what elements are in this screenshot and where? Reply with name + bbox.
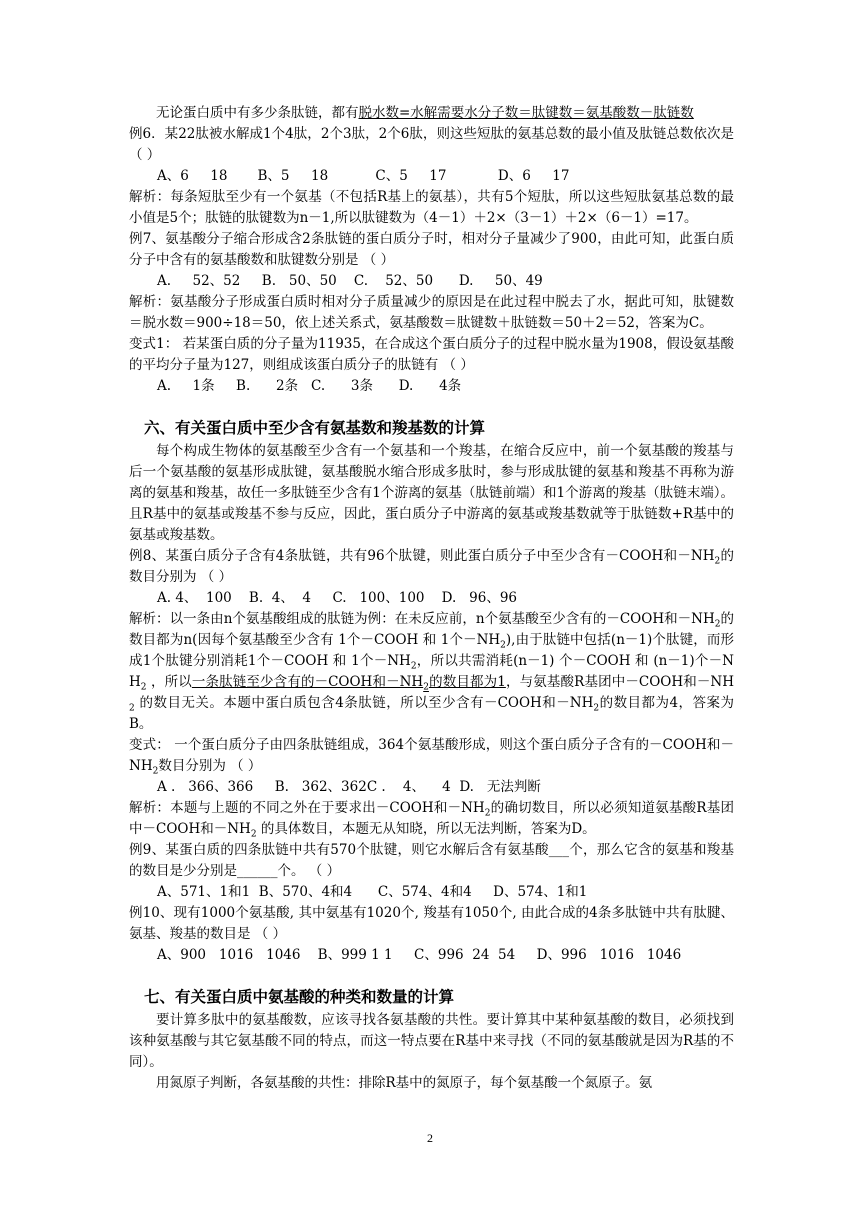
- answer-options: [129, 945, 734, 966]
- subscript: 2: [714, 556, 721, 567]
- text-run: A . 366、366 B. 362、362C . 4、 4 D. 无法判断: [157, 779, 541, 795]
- text-run: 用氮原子判断，各氨基酸的共性：排除R基中的氮原子，每个氨基酸一个氮原子。氨: [156, 1075, 653, 1091]
- text-run: A. 1条 B. 2条 C. 3条 D. 4条: [157, 378, 462, 394]
- text-run: 一条肽链至少含有的－COOH和－NH: [191, 674, 424, 690]
- answer-options: [129, 882, 734, 903]
- text-run: A. 4、 100 B. 4、 4 C. 100、100 D. 96、96: [157, 590, 518, 606]
- text-run: A、571、1和1 B、570、4和4 C、574、4和4 D、574、1和1: [157, 884, 588, 900]
- text-run: 例10、现有1000个氨基酸, 其中氨基有1020个, 羧基有1050个, 由此合成的4条多肽链中共有肽腱、氨基、羧基的数目是 （ ）: [129, 905, 734, 942]
- subscript: 2: [714, 619, 721, 630]
- section-heading: [144, 986, 734, 1008]
- paragraph: [129, 441, 734, 546]
- text-run: ),由于肽链中包括(n－1)个肽键，而形成1个肽键分别消耗1个－COOH 和 1个－NH: [129, 632, 734, 669]
- text-run: 解析：氨基酸分子形成蛋白质时相对分子质量减少的原因是在此过程中脱去了水，据此可知，肽键数＝脱水数＝900÷18＝50，依上述关系式，氨基酸数＝肽键数＋肽链数＝50＋2＝52，答案为C。: [129, 294, 734, 331]
- text-run: 脱水数=水解需要水分子数＝肽键数＝氨基酸数－肽链数: [358, 105, 694, 121]
- subscript: 2: [152, 766, 159, 777]
- text-run: 的数目都为1: [428, 674, 506, 690]
- answer-options: [129, 777, 734, 798]
- answer-options: [129, 166, 734, 187]
- text-run: 每个构成生物体的氨基酸至少含有一个氨基和一个羧基，在缩合反应中，前一个氨基酸的羧基与后一个氨基酸的氨基形成肽键，氨基酸脱水缩合形成多肽时，参与形成肽键的氨基和羧基不再称为游离的氨基和羧基，故任一多肽链至少含有1个游离的氨基（肽链前端）和1个游离的羧基（肽链末端）。且R基中的氨基或羧基不参与反应，因此，蛋白质分子中游离的氨基或羧基数就等于肽链数+R基中的氨基或羧基数。: [129, 443, 734, 543]
- text-run: A. 52、52 B. 50、50 C. 52、50 D. 50、49: [157, 273, 543, 289]
- paragraph: [129, 1010, 734, 1073]
- text-run: 的数目都为n(因每个氨基酸至少含有 1个－COOH 和 1个－NH: [129, 611, 734, 648]
- text-run: 例8、某蛋白质分子含有4条肽链，共有96个肽键，则此蛋白质分子中至少含有－COOH和－NH: [129, 548, 715, 564]
- page-number: 2: [427, 1131, 433, 1145]
- text-run: A、900 1016 1046 B、999 1 1 C、996 24 54 D、996 1016 1046: [157, 947, 682, 963]
- paragraph: [129, 609, 734, 735]
- text-run: ，所以: [146, 674, 192, 690]
- text-run: 例6．某22肽被水解成1个4肽，2个3肽，2个6肽，则这些短肽的氨基总数的最小值及肽链总数依次是 （ ）: [129, 126, 734, 163]
- paragraph: [129, 840, 734, 882]
- paragraph: [129, 546, 734, 588]
- text-run: ，与氨基酸R基团中－COOH和－NH: [505, 674, 734, 690]
- text-run: 例9、某蛋白质的四条肽链中共有570个肽键，则它水解后含有氨基酸___个，那么它含的氨基和羧基的数目是少分别是______个。 （ ）: [129, 842, 734, 879]
- text-run: 的确切数目，所以必须知道氨基酸R基团中－COOH和－NH: [129, 800, 735, 837]
- text-run: 解析：本题与上题的不同之外在于要求出－COOH和－NH: [129, 800, 485, 816]
- paragraph: [129, 292, 734, 334]
- subscript: 2: [250, 829, 257, 840]
- section-heading: [144, 417, 734, 439]
- subscript: 2: [500, 640, 506, 651]
- text-run: 无论蛋白质中有多少条肽链，都有: [156, 105, 359, 121]
- subscript: 2: [593, 703, 600, 714]
- text-run: 解析：每条短肽至少有一个氨基（不包括R基上的氨基），共有5个短肽，所以这些短肽氨基总数的最小值是5个；肽链的肽键数为n－1,所以肽键数为（4－1）＋2×（3－1）＋2×（6－1）=17。: [129, 189, 734, 226]
- subscript: 2: [423, 682, 429, 693]
- paragraph: [129, 334, 734, 376]
- text-run: 要计算多肽中的氨基酸数，应该寻找各氨基酸的共性。要计算其中某种氨基酸的数目，必须找到该种氨基酸与其它氨基酸不同的特点，而这一特点要在R基中来寻找（不同的氨基酸就是因为R基的不同）。: [129, 1012, 734, 1070]
- text-run: 的数目无关。本题中蛋白质包含4条肽链，所以至少含有－COOH和－NH: [134, 695, 594, 711]
- text-run: 六、有关蛋白质中至少含有氨基数和羧基数的计算: [144, 419, 486, 437]
- answer-options: [129, 588, 734, 609]
- paragraph: [129, 187, 734, 229]
- subscript: 2: [140, 682, 147, 693]
- text-run: 的具体数目，本题无从知晓，所以无法判断，答案为D。: [256, 821, 596, 837]
- paragraph: [129, 798, 734, 840]
- answer-options: [129, 376, 734, 397]
- text-run: 的数目分别为 （ ）: [129, 548, 734, 585]
- paragraph: [129, 124, 734, 166]
- text-run: ，所以共需消耗(n－1) 个－COOH 和 (n－1)个－NH: [129, 653, 734, 690]
- text-run: 变式1： 若某蛋白质的分子量为11935，在合成这个蛋白质分子的过程中脱水量为1908，假设氨基酸的平均分子量为127，则组成该蛋白质分子的肽链有 （ ）: [129, 336, 734, 373]
- text-run: 例7、氨基酸分子缩合形成含2条肽链的蛋白质分子时，相对分子量减少了900，由此可知，此蛋白质分子中含有的氨基酸数和肽键数分别是 （ ）: [129, 231, 734, 268]
- paragraph: [129, 103, 734, 124]
- text-run: A、6 18 B、5 18 C、5 17 D、6 17: [157, 168, 570, 184]
- answer-options: [129, 271, 734, 292]
- subscript: 2: [484, 808, 491, 819]
- text-run: 七、有关蛋白质中氨基酸的种类和数量的计算: [144, 988, 455, 1006]
- paragraph: [129, 1073, 734, 1094]
- paragraph: [129, 903, 734, 945]
- text-run: 的数目都为4，答案为B。: [129, 695, 734, 732]
- subscript: 2: [410, 661, 417, 672]
- text-run: 解析：以一条由n个氨基酸组成的肽链为例：在未反应前，n个氨基酸至少含有的－COOH和－NH: [129, 611, 715, 627]
- subscript: 2: [129, 703, 135, 714]
- paragraph: [129, 229, 734, 271]
- text-run: 变式： 一个蛋白质分子由四条肽链组成，364个氨基酸形成，则这个蛋白质分子含有的－COOH和－NH: [129, 737, 734, 774]
- text-run: 数目分别为 （ ）: [158, 758, 262, 774]
- document-body: [129, 103, 734, 1094]
- paragraph: [129, 735, 734, 777]
